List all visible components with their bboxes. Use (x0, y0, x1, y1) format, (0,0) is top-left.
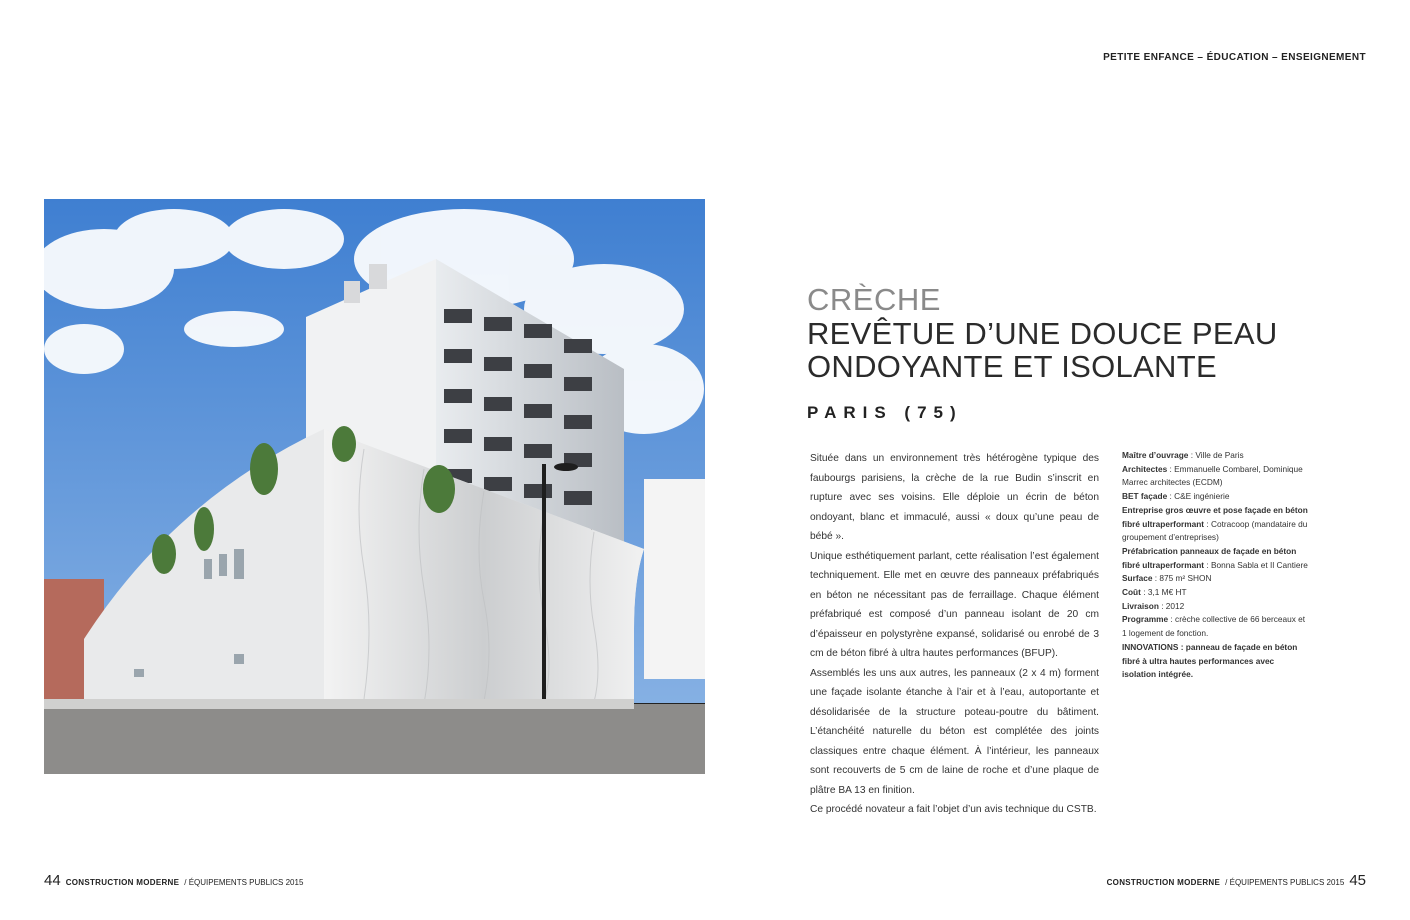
fact-label: Programme (1122, 614, 1169, 625)
article-location: PARIS (75) (807, 403, 963, 422)
fact-row (1122, 463, 1308, 490)
fact-label: Architectes (1122, 463, 1168, 474)
body-paragraph: Située dans un environnement très hétérogène typique des faubourgs parisiens, la crèche de la rue Budin s’inscrit en rupture avec ses voisins. Elle déploie un écrin de béton ondoyant, blanc et immaculé, aussi « doux qu’une peau de bébé ». (810, 453, 1099, 542)
fact-value: : crèche collective de 66 berceaux et 1 logement de fonction. (1122, 614, 1306, 639)
fact-label: Entreprise gros œuvre et pose façade en béton fibré ultraperformant (1122, 504, 1308, 529)
magazine-name: CONSTRUCTION MODERNE (65, 878, 180, 887)
fact-value: : Ville de Paris (1188, 450, 1244, 460)
footer-left (44, 872, 303, 889)
fact-row (1122, 586, 1308, 600)
fact-row (1122, 504, 1308, 545)
page-number-right: 45 (1349, 872, 1366, 889)
fact-row (1122, 572, 1308, 586)
innovations-note: INNOVATIONS : panneau de façade en béton fibré à ultra hautes performances avec isolation intégrée. (1122, 641, 1298, 680)
issue-name: / ÉQUIPEMENTS PUBLICS 2015 (1225, 878, 1345, 887)
page-number-left: 44 (44, 872, 61, 889)
fact-label: Livraison (1122, 600, 1159, 611)
fact-row (1122, 613, 1308, 640)
fact-row (1122, 600, 1308, 614)
article-headline-line-1: REVÊTUE D’UNE DOUCE PEAU (807, 316, 1278, 351)
fact-label: BET façade (1122, 491, 1168, 502)
body-paragraph: Assemblés les uns aux autres, les panneaux (2 x 4 m) forment une façade isolante étanche à l’air et à l’eau, autoportante et désolidarisée de la structure poteau-poutre du bâtiment. L’étanchéité naturelle du béton est complétée des joints classiques entre chaque élément. À l’intérieur, les panneaux sont recouverts de 5 cm de laine de roche et d’une plaque de plâtre BA 13 en finition. (810, 667, 1099, 796)
fact-value: : Cotracoop (mandataire du groupement d’entreprises) (1122, 518, 1308, 543)
building-photo (44, 199, 705, 774)
fact-value: : 3,1 M€ HT (1140, 587, 1187, 598)
fact-label: Maître d’ouvrage (1122, 450, 1189, 460)
fact-label: Coût (1122, 587, 1141, 598)
fact-row (1122, 490, 1308, 504)
body-paragraph: Unique esthétiquement parlant, cette réalisation l’est également techniquement. Elle met en œuvre des panneaux préfabriqués en béton ne nécessitant pas de ferraillage. Chaque élément préfabriqué est composé d’un panneau isolant de 20 cm d’épaisseur en polystyrène expansé, solidarisé ou enrobé de 3 cm de béton fibré à ultra hautes performances (BFUP). (810, 550, 1099, 659)
project-facts-sidebar (1122, 449, 1308, 682)
fact-value: : Bonna Sabla et Il Cantiere (1204, 559, 1308, 570)
issue-name: / ÉQUIPEMENTS PUBLICS 2015 (184, 878, 304, 887)
body-paragraph: Ce procédé novateur a fait l’objet d’un avis technique du CSTB. (810, 804, 1097, 815)
fact-value: : 875 m² SHON (1152, 573, 1212, 584)
article-headline-line-2: ONDOYANTE ET ISOLANTE (807, 349, 1217, 384)
fact-label: Surface (1122, 573, 1153, 584)
magazine-name: CONSTRUCTION MODERNE (1106, 878, 1221, 887)
fact-row (1122, 545, 1308, 572)
fact-row (1122, 449, 1308, 463)
section-rubric: PETITE ENFANCE – ÉDUCATION – ENSEIGNEMENT (1103, 52, 1366, 63)
fact-value: : C&E ingénierie (1167, 491, 1230, 502)
fact-value: : 2012 (1158, 600, 1185, 611)
fact-label: Préfabrication panneaux de façade en béton fibré ultraperformant (1122, 545, 1297, 570)
fact-value: : Emmanuelle Combarel, Dominique Marrec architectes (ECDM) (1122, 463, 1303, 488)
article-kicker: CRÈCHE (807, 282, 941, 317)
article-body (810, 449, 1099, 820)
article-title-block (807, 283, 1367, 423)
footer-right (1107, 872, 1366, 889)
